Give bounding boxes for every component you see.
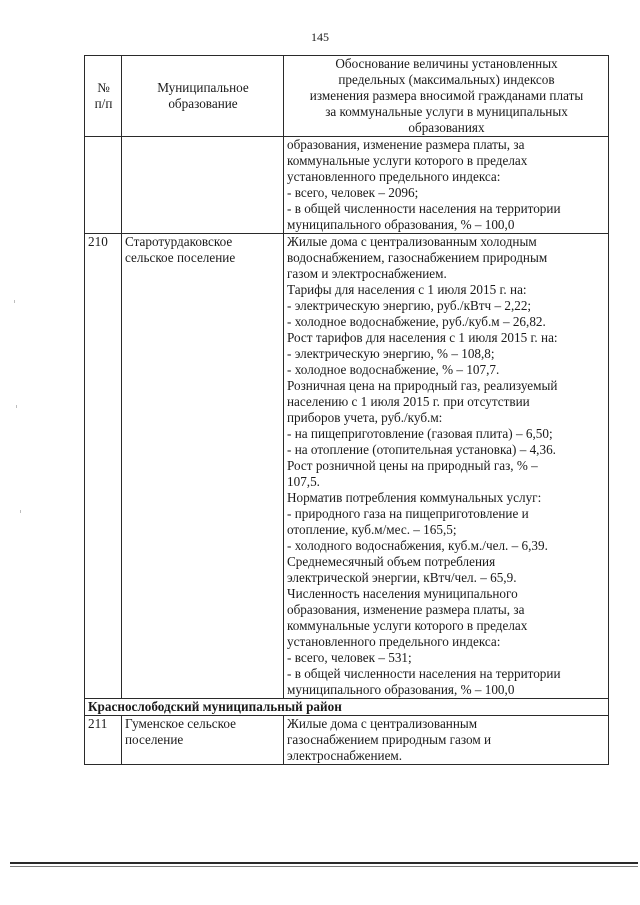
row-justification [284, 137, 609, 234]
justification-line: 107,5. [287, 474, 320, 489]
justification-line: образования, изменение размера платы, за [287, 602, 525, 617]
tariff-table [84, 55, 609, 765]
municipality-line: сельское поселение [125, 250, 236, 265]
header-justification-line: за коммунальные услуги в муниципальных [325, 104, 568, 119]
justification-line: коммунальные услуги которого в пределах [287, 153, 528, 168]
justification-line: - холодного водоснабжения, куб.м./чел. – 6,39. [287, 538, 548, 553]
header-municipality-line: Муниципальное [157, 80, 249, 95]
table-row [85, 137, 609, 234]
justification-line: - в общей численности населения на территории [287, 201, 561, 216]
municipality-line: Старотурдаковское [125, 234, 233, 249]
bottom-scan-edge [10, 862, 638, 864]
header-num-line: № [97, 80, 110, 95]
justification-line: установленного предельного индекса: [287, 169, 501, 184]
justification-line: - всего, человек – 2096; [287, 185, 419, 200]
justification-line: - электрическую энергию, % – 108,8; [287, 346, 495, 361]
justification-line: Жилые дома с централизованным [287, 716, 478, 731]
justification-line: газом и электроснабжением. [287, 266, 447, 281]
justification-line: - на пищеприготовление (газовая плита) – 6,50; [287, 426, 553, 441]
row-number [85, 137, 122, 234]
table-header-row [85, 56, 609, 137]
justification-line: населению с 1 июля 2015 г. при отсутствии [287, 394, 530, 409]
header-justification [284, 56, 609, 137]
justification-line: Тарифы для населения с 1 июля 2015 г. на: [287, 282, 527, 297]
justification-line: - в общей численности населения на территории [287, 666, 561, 681]
justification-line: Численность населения муниципального [287, 586, 518, 601]
row-municipality [122, 234, 284, 699]
justification-line: газоснабжением природным газом и [287, 732, 492, 747]
header-municipality-line: образование [168, 96, 238, 111]
justification-line: - на отопление (отопительная установка) – 4,36. [287, 442, 556, 457]
header-municipality [122, 56, 284, 137]
header-justification-line: предельных (максимальных) индексов [338, 72, 555, 87]
justification-line: Розничная цена на природный газ, реализуемый [287, 378, 558, 393]
justification-line: - электрическую энергию, руб./кВтч – 2,22; [287, 298, 532, 313]
table-row [85, 716, 609, 765]
header-justification-line: изменения размера вносимой гражданами платы [309, 88, 584, 103]
row-justification [284, 716, 609, 765]
row-municipality [122, 716, 284, 765]
justification-line: Жилые дома с централизованным холодным [287, 234, 537, 249]
header-num-line: п/п [94, 96, 113, 111]
justification-line: электрической энергии, кВтч/чел. – 65,9. [287, 570, 517, 585]
justification-line: Рост тарифов для населения с 1 июля 2015 г. на: [287, 330, 558, 345]
justification-line: - природного газа на пищеприготовление и [287, 506, 529, 521]
district-name: Краснослободский муниципальный район [85, 699, 609, 716]
justification-line: установленного предельного индекса: [287, 634, 501, 649]
justification-line: коммунальные услуги которого в пределах [287, 618, 528, 633]
justification-line: - холодное водоснабжение, % – 107,7. [287, 362, 500, 377]
scan-speck [14, 300, 15, 303]
justification-line: водоснабжением, газоснабжением природным [287, 250, 548, 265]
justification-line: - всего, человек – 531; [287, 650, 412, 665]
row-justification [284, 234, 609, 699]
row-number: 211 [85, 716, 122, 765]
row-municipality [122, 137, 284, 234]
page-number: 145 [311, 30, 329, 44]
header-num [85, 56, 122, 137]
justification-line: муниципального образования, % – 100,0 [287, 217, 515, 232]
justification-line: Среднемесячный объем потребления [287, 554, 496, 569]
municipality-line: поселение [125, 732, 184, 747]
header-justification-line: Обоснование величины установленных [335, 56, 558, 71]
justification-line: Рост розничной цены на природный газ, % – [287, 458, 538, 473]
justification-line: - холодное водоснабжение, руб./куб.м – 26,82. [287, 314, 546, 329]
row-number: 210 [85, 234, 122, 699]
justification-line: приборов учета, руб./куб.м: [287, 410, 443, 425]
bottom-scan-edge-thin [10, 866, 638, 867]
municipality-line: Гуменское сельское [125, 716, 236, 731]
justification-line: отопление, куб.м/мес. – 165,5; [287, 522, 457, 537]
district-row [85, 699, 609, 716]
table-row [85, 234, 609, 699]
scan-speck [16, 405, 17, 408]
justification-line: Норматив потребления коммунальных услуг: [287, 490, 542, 505]
header-justification-line: образованиях [408, 120, 485, 135]
justification-line: муниципального образования, % – 100,0 [287, 682, 515, 697]
justification-line: образования, изменение размера платы, за [287, 137, 525, 152]
scan-speck [20, 510, 21, 513]
justification-line: электроснабжением. [287, 748, 403, 763]
